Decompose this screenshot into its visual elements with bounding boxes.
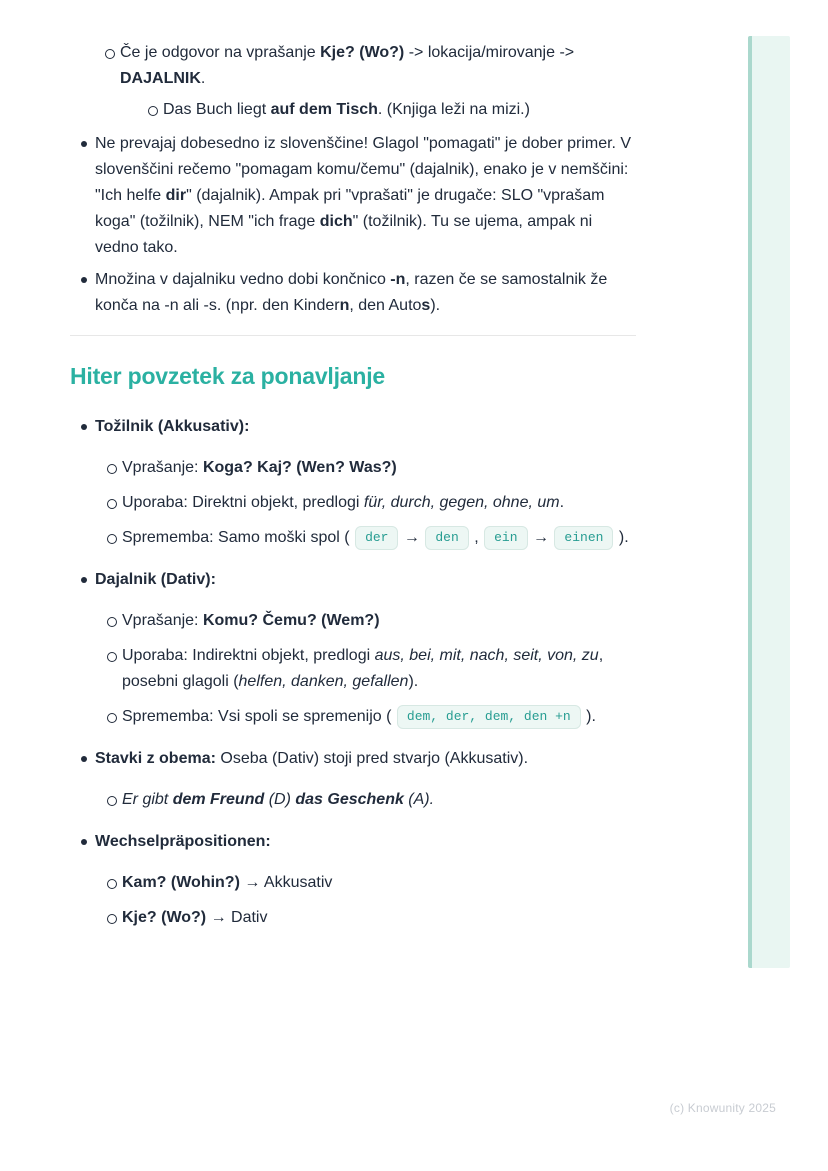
list-item xyxy=(105,490,636,516)
rich-text: Uporaba: Direktni objekt, predlogi für, durch, gegen, ohne, um. xyxy=(122,494,565,511)
divider xyxy=(70,335,636,336)
nested-sublist xyxy=(95,787,636,813)
top-nested-list xyxy=(70,40,636,123)
list-item xyxy=(78,414,636,551)
nested-sublist xyxy=(95,870,636,931)
rich-text: Uporaba: Indirektni objekt, predlogi aus, bei, mit, nach, seit, von, zu, posebni glagoli (helfen, danken, gefallen). xyxy=(122,647,604,690)
list-item xyxy=(78,267,636,319)
document-content xyxy=(70,40,636,947)
notes-list xyxy=(70,131,636,319)
list-item xyxy=(103,40,636,123)
list-item xyxy=(78,746,636,813)
nested-sublist xyxy=(95,455,636,551)
rich-text: Dajalnik (Dativ): xyxy=(95,571,216,588)
rich-text: Ne prevajaj dobesedno iz slovenščine! Glagol "pomagati" je dober primer. V slovenščini rečemo "pomagam komu/čemu" (dajalnik), enako je v nemščini: "Ich helfe dir" (dajalnik). Ampak pri "vprašati" je drugače: SLO "vprašam koga" (tožilnik), NEM "ich frage dich" (tožilnik). Tu se ujema, ampak ni vedno tako. xyxy=(95,135,632,256)
list-item xyxy=(78,131,636,261)
page-scrollbar[interactable] xyxy=(748,36,790,968)
rich-text: Das Buch liegt auf dem Tisch. (Knjiga leži na mizi.) xyxy=(163,101,530,118)
list-item xyxy=(105,455,636,481)
nested-sublist xyxy=(120,97,636,123)
rich-text: Kam? (Wohin?) → Akkusativ xyxy=(122,874,333,891)
list-item xyxy=(105,870,636,896)
rich-text: Vprašanje: Komu? Čemu? (Wem?) xyxy=(122,612,380,629)
list-item xyxy=(78,829,636,931)
summary-list xyxy=(70,414,636,931)
rich-text: Če je odgovor na vprašanje Kje? (Wo?) -> lokacija/mirovanje -> DAJALNIK. xyxy=(120,44,575,87)
rich-text: Množina v dajalniku vedno dobi končnico -n, razen če se samostalnik že konča na -n ali -s. (npr. den Kindern, den Autos). xyxy=(95,271,608,314)
list-item xyxy=(105,905,636,931)
rich-text: Wechselpräpositionen: xyxy=(95,833,271,850)
rich-text: Er gibt dem Freund (D) das Geschenk (A). xyxy=(122,791,435,808)
list-item xyxy=(105,643,636,695)
rich-text: Vprašanje: Koga? Kaj? (Wen? Was?) xyxy=(122,459,397,476)
rich-text: Sprememba: Vsi spoli se spremenijo ( dem, der, dem, den +n ). xyxy=(122,708,596,725)
section-heading: Hiter povzetek za ponavljanje xyxy=(70,363,386,389)
copyright-footer: (c) Knowunity 2025 xyxy=(669,1101,776,1115)
nested-sublist xyxy=(95,608,636,730)
rich-text: Sprememba: Samo moški spol ( der → den , ein → einen ). xyxy=(122,529,629,546)
rich-text: Kje? (Wo?) → Dativ xyxy=(122,909,268,926)
list-item xyxy=(105,704,636,730)
list-item xyxy=(78,567,636,730)
list-item xyxy=(146,97,636,123)
list-item xyxy=(105,787,636,813)
list-item xyxy=(105,525,636,551)
rich-text: Tožilnik (Akkusativ): xyxy=(95,418,250,435)
rich-text: Stavki z obema: Oseba (Dativ) stoji pred stvarjo (Akkusativ). xyxy=(95,750,529,767)
list-item xyxy=(105,608,636,634)
